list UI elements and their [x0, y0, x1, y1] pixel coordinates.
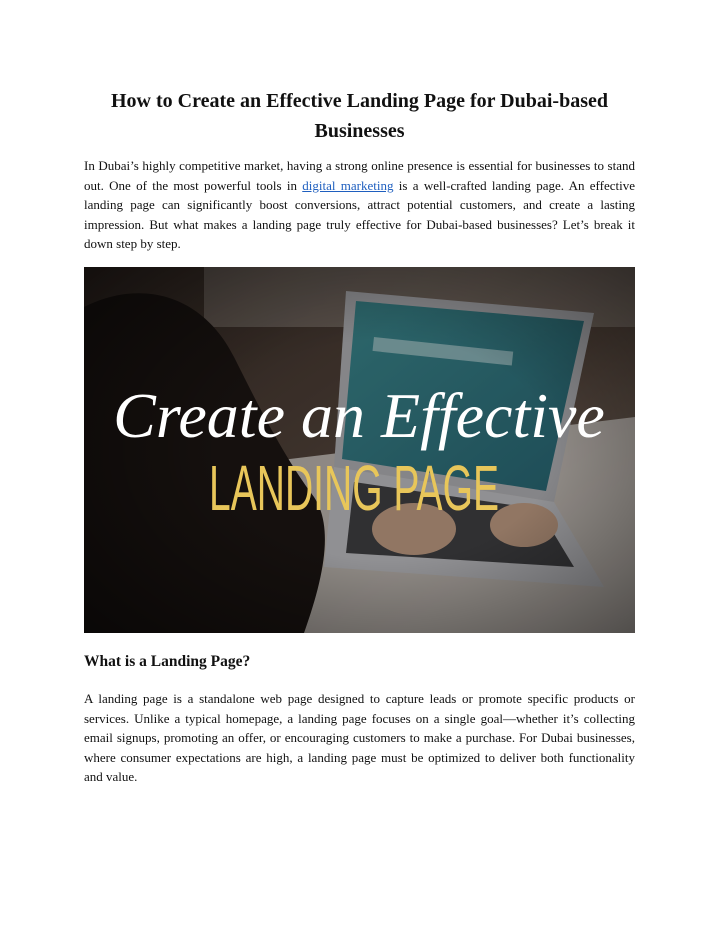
section-paragraph: A landing page is a standalone web page designed to capture leads or promote specific products or services. Unlike a typical homepage, a landing page focuses on a single goal—whether it’s collecting email signups, promoting an offer, or encouraging customers to make a purchase. For Dubai businesses, where consumer expectations are high, a landing page must be optimized to deliver both functionality and value.	[84, 691, 635, 784]
section-heading: What is a Landing Page?	[84, 653, 251, 670]
hero-image	[84, 267, 635, 633]
hero-line-caps: LANDING PAGE	[209, 452, 499, 524]
intro-paragraph	[84, 156, 635, 254]
intro-text-start: In Dubai’s highly competitive market, having a strong online presence is essential for businesses to stand out. One of the most powerful tools in	[84, 158, 635, 193]
digital-marketing-link[interactable]: digital marketing	[302, 177, 394, 193]
hero-line-script: Create an Effective	[113, 380, 605, 451]
article-title: How to Create an Effective Landing Page for Dubai-based Businesses	[110, 90, 608, 142]
intro-text-end: is a well-crafted landing page. An effective landing page can significantly boost conversions, attract potential customers, and create a lasting impression. But what makes a landing page truly effective for Dubai-based businesses? Let’s break it down step by step.	[84, 177, 636, 251]
